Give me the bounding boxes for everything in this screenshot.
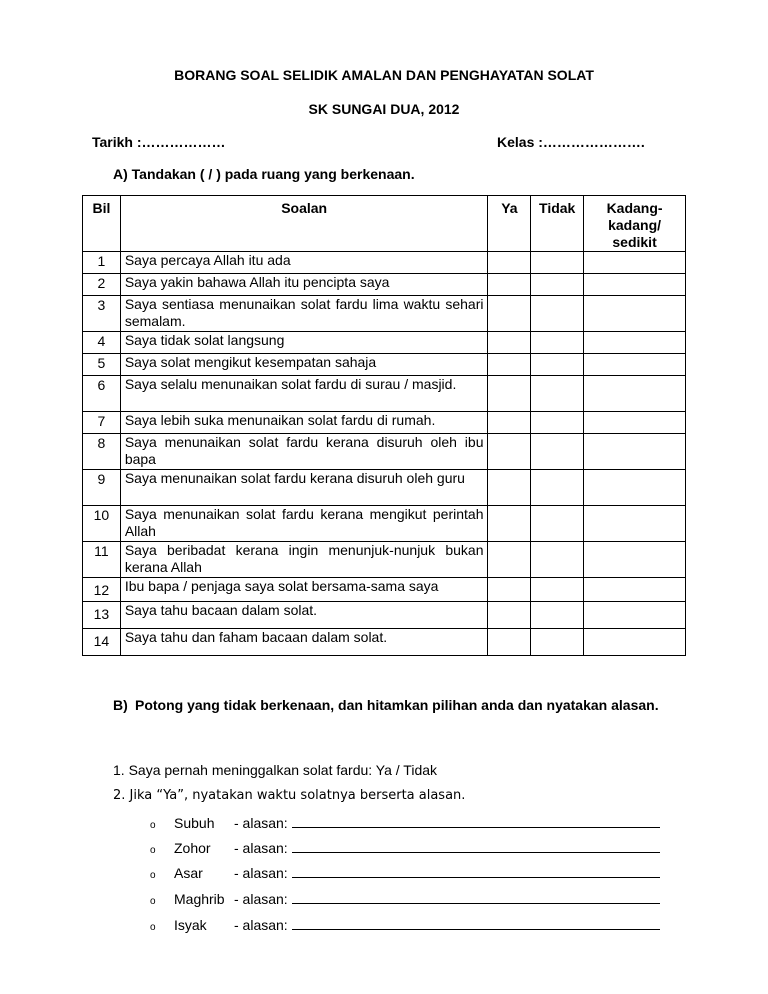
row-number: 1	[83, 252, 121, 274]
answer-kadang-cell[interactable]	[584, 274, 686, 296]
reason-input-line[interactable]	[292, 840, 660, 853]
reason-label: - alasan:	[234, 891, 288, 907]
reason-option	[150, 840, 670, 856]
col-header-kadang: Kadang-kadang/ sedikit	[584, 196, 686, 252]
table-row	[83, 602, 686, 629]
row-question: Saya lebih suka menunaikan solat fardu di rumah.	[120, 412, 488, 434]
section-a-instruction: A) Tandakan ( / ) pada ruang yang berkenaan.	[113, 166, 415, 182]
answer-tidak-cell[interactable]	[531, 252, 584, 274]
date-field[interactable]: Tarikh :………………	[92, 134, 226, 150]
table-row	[83, 434, 686, 470]
reason-option	[150, 891, 670, 907]
table-row	[83, 274, 686, 296]
reason-option	[150, 917, 670, 933]
answer-ya-cell[interactable]	[488, 470, 531, 506]
answer-kadang-cell[interactable]	[584, 412, 686, 434]
bullet-icon: o	[150, 896, 156, 907]
answer-ya-cell[interactable]	[488, 602, 531, 629]
row-number: 4	[83, 332, 121, 354]
row-question: Saya tahu bacaan dalam solat.	[120, 602, 488, 629]
row-number: 2	[83, 274, 121, 296]
class-field[interactable]: Kelas :………………….	[497, 134, 645, 150]
row-question: Saya selalu menunaikan solat fardu di surau / masjid.	[120, 376, 488, 412]
table-row	[83, 412, 686, 434]
answer-kadang-cell[interactable]	[584, 332, 686, 354]
answer-kadang-cell[interactable]	[584, 434, 686, 470]
answer-ya-cell[interactable]	[488, 332, 531, 354]
col-header-soalan: Soalan	[120, 196, 488, 252]
answer-tidak-cell[interactable]	[531, 434, 584, 470]
row-number: 6	[83, 376, 121, 412]
answer-tidak-cell[interactable]	[531, 602, 584, 629]
answer-ya-cell[interactable]	[488, 578, 531, 602]
bullet-icon: o	[150, 845, 156, 856]
table-row	[83, 296, 686, 332]
col-header-ya: Ya	[488, 196, 531, 252]
row-number: 5	[83, 354, 121, 376]
row-number: 12	[83, 578, 121, 602]
bullet-icon: o	[150, 820, 156, 831]
reason-input-line[interactable]	[292, 815, 660, 828]
prayer-name: Isyak	[174, 917, 207, 933]
reason-input-line[interactable]	[292, 891, 660, 904]
row-question: Saya percaya Allah itu ada	[120, 252, 488, 274]
prayer-name: Maghrib	[174, 891, 225, 907]
row-number: 13	[83, 602, 121, 629]
row-question: Saya menunaikan solat fardu kerana disuruh oleh ibu bapa	[120, 434, 488, 470]
prayer-name: Asar	[174, 865, 203, 881]
answer-kadang-cell[interactable]	[584, 376, 686, 412]
reason-label: - alasan:	[234, 917, 288, 933]
col-header-tidak: Tidak	[531, 196, 584, 252]
answer-tidak-cell[interactable]	[531, 629, 584, 656]
answer-kadang-cell[interactable]	[584, 470, 686, 506]
questionnaire-table	[82, 195, 686, 656]
bullet-icon: o	[150, 922, 156, 933]
table-row	[83, 376, 686, 412]
section-b-instruction	[113, 695, 678, 716]
answer-tidak-cell[interactable]	[531, 470, 584, 506]
prayer-name: Zohor	[174, 840, 211, 856]
section-b-text: Potong yang tidak berkenaan, dan hitamkan pilihan anda dan nyatakan alasan.	[135, 697, 659, 713]
answer-ya-cell[interactable]	[488, 629, 531, 656]
table-row	[83, 252, 686, 274]
answer-tidak-cell[interactable]	[531, 412, 584, 434]
answer-tidak-cell[interactable]	[531, 354, 584, 376]
answer-kadang-cell[interactable]	[584, 629, 686, 656]
answer-tidak-cell[interactable]	[531, 506, 584, 542]
reason-option	[150, 815, 670, 831]
answer-ya-cell[interactable]	[488, 376, 531, 412]
row-question: Saya tidak solat langsung	[120, 332, 488, 354]
answer-tidak-cell[interactable]	[531, 274, 584, 296]
row-question: Saya tahu dan faham bacaan dalam solat.	[120, 629, 488, 656]
table-row	[83, 629, 686, 656]
answer-ya-cell[interactable]	[488, 274, 531, 296]
answer-ya-cell[interactable]	[488, 412, 531, 434]
reason-input-line[interactable]	[292, 917, 660, 930]
row-question: Saya solat mengikut kesempatan sahaja	[120, 354, 488, 376]
answer-tidak-cell[interactable]	[531, 332, 584, 354]
answer-ya-cell[interactable]	[488, 296, 531, 332]
row-question: Ibu bapa / penjaga saya solat bersama-sama saya	[120, 578, 488, 602]
form-title: BORANG SOAL SELIDIK AMALAN DAN PENGHAYATAN SOLAT	[174, 67, 594, 83]
answer-kadang-cell[interactable]	[584, 252, 686, 274]
answer-kadang-cell[interactable]	[584, 354, 686, 376]
row-question: Saya yakin bahawa Allah itu pencipta saya	[120, 274, 488, 296]
answer-ya-cell[interactable]	[488, 542, 531, 578]
row-number: 7	[83, 412, 121, 434]
school-subtitle: SK SUNGAI DUA, 2012	[308, 101, 460, 117]
row-number: 10	[83, 506, 121, 542]
reason-label: - alasan:	[234, 815, 288, 831]
answer-kadang-cell[interactable]	[584, 578, 686, 602]
answer-tidak-cell[interactable]	[531, 296, 584, 332]
answer-kadang-cell[interactable]	[584, 542, 686, 578]
table-row	[83, 332, 686, 354]
question-2: 2. Jika “Ya”, nyatakan waktu solatnya berserta alasan.	[113, 788, 466, 803]
answer-kadang-cell[interactable]	[584, 602, 686, 629]
prayer-name: Subuh	[174, 815, 215, 831]
row-number: 11	[83, 542, 121, 578]
table-row	[83, 470, 686, 506]
question-1: 1. Saya pernah meninggalkan solat fardu: Ya / Tidak	[113, 762, 438, 778]
answer-ya-cell[interactable]	[488, 354, 531, 376]
row-number: 14	[83, 629, 121, 656]
col-header-bil: Bil	[83, 196, 121, 252]
answer-ya-cell[interactable]	[488, 252, 531, 274]
table-row	[83, 542, 686, 578]
answer-kadang-cell[interactable]	[584, 506, 686, 542]
reason-option	[150, 865, 670, 881]
table-row	[83, 578, 686, 602]
answer-kadang-cell[interactable]	[584, 296, 686, 332]
reason-label: - alasan:	[234, 865, 288, 881]
reason-label: - alasan:	[234, 840, 288, 856]
row-number: 3	[83, 296, 121, 332]
row-question: Saya sentiasa menunaikan solat fardu lima waktu sehari semalam.	[120, 296, 488, 332]
bullet-icon: o	[150, 870, 156, 881]
answer-ya-cell[interactable]	[488, 434, 531, 470]
section-b-label: B)	[113, 697, 128, 713]
table-row	[83, 354, 686, 376]
answer-ya-cell[interactable]	[488, 506, 531, 542]
table-row	[83, 506, 686, 542]
answer-tidak-cell[interactable]	[531, 376, 584, 412]
row-number: 8	[83, 434, 121, 470]
row-number: 9	[83, 470, 121, 506]
row-question: Saya beribadat kerana ingin menunjuk-nunjuk bukan kerana Allah	[120, 542, 488, 578]
reason-input-line[interactable]	[292, 865, 660, 878]
answer-tidak-cell[interactable]	[531, 542, 584, 578]
row-question: Saya menunaikan solat fardu kerana mengikut perintah Allah	[120, 506, 488, 542]
row-question: Saya menunaikan solat fardu kerana disuruh oleh guru	[120, 470, 488, 506]
answer-tidak-cell[interactable]	[531, 578, 584, 602]
